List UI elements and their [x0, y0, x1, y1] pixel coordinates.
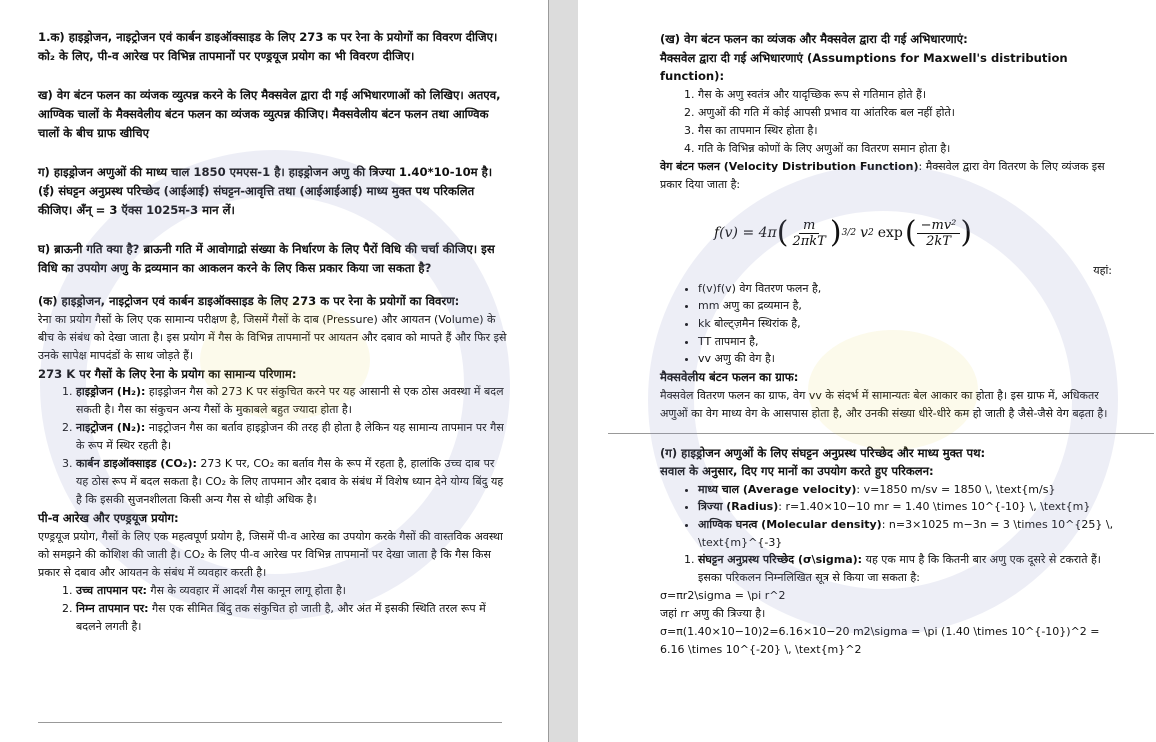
pv-paragraph: एण्ड्रयूज प्रयोग, गैसों के लिए एक महत्वपूर्ण प्रयोग है, जिसमें पी-व आरेख का उपयोग करके गैसों की वास्तविक अवस्था को समझने की कोशिश की जाती है। CO₂ के लिए पी-व आरेख पर विभिन्न तापमानों पर देखा जाता है कि गैस किस प्रकार से दबाव और आयतन के संबंध में व्यवहार करती है। [38, 529, 503, 579]
values-list [660, 481, 1120, 552]
answer-paragraph: रेना का प्रयोग गैसों के लिए एक सामान्य परीक्षण है, जिसमें गैसों के दाब (Pressure) और आयतन (Volume) के बीच के संबंध को देखा जाता है। इस प्रयोग में गैस के विभिन्न तापमानों पर आयतन और दबाव को मापते हैं और फिर इसे उनके सापेक्ष मापदंडों के साथ जोड़ते हैं। [38, 312, 507, 362]
section-heading: (ख) वेग बंटन फलन का व्यंजक और मैक्सवेल द्वारा दी गई अभिधारणाएं: [660, 32, 968, 46]
list-item: 3. गैस का तापमान स्थिर होता है। [698, 122, 1120, 140]
list-item: 1. गैस के अणु स्वतंत्र और यादृच्छिक रूप से गतिमान होते हैं। [698, 86, 1120, 104]
list-item: • mm अणु का द्रव्यमान है, [698, 297, 1120, 315]
maxwell-formula: f(v) = 4π ( $\frac{m}{\text{2πkT}}$ ) 3/2 v 2 exp ( $\frac{\text{−mv²}}{2kT}$ ) [714, 215, 973, 250]
gutter-line-left [548, 0, 549, 742]
question-3: ग) हाइड्रोजन अणुओं की माध्य चाल 1850 एमएस-1 है। हाइड्रोजन अणु की त्रिज्या 1.40*10-10म है। (ई) संघट्टन अनुप्रस्थ परिच्छेद (आईआई) संघट्टन-आवृत्ति तथा (आईआईआई) माध्य मुक्त पथ परिकलित कीजिए। अँन् = 3 ऍक्स 1025म-3 मान लें। [38, 165, 493, 217]
sigma-list [660, 551, 1120, 587]
assumptions-list [660, 86, 1120, 158]
list-item: 1. संघट्टन अनुप्रस्थ परिच्छेद (σ\sigma): यह एक माप है कि कितनी बार अणु एक दूसरे से टकराते हैं। इसका परिकलन निम्नलिखित सूत्र से किया जा सकता है: [698, 551, 1120, 587]
list-item: 3. कार्बन डाइऑक्साइड (CO₂): 273 K पर, CO₂ का बर्ताव गैस के रूप में रहता है, हालांकि उच्च दाब पर यह ठोस रूप में बदल सकता है। CO₂ के लिए तापमान और दबाव के संबंध में विशेष ध्यान देने योग्य बिंदु यह है कि इसकी सुजनशीलता किसी अन्य गैस से थोड़ी अधिक है। [76, 455, 508, 509]
question-4: घ) ब्राऊनी गति क्या है? ब्राऊनी गति में आवोगाद्रो संख्या के निर्धारण के लिए पैरों विधि की चर्चा कीजिए। इस विधि का उपयोग अणु के द्रव्यमान का आकलन करने के लिए किस प्रकार किया जा सकता है? [38, 242, 495, 275]
list-item: 4. गति के विभिन्न कोणों के लिए अणुओं का वितरण समान होता है। [698, 140, 1120, 158]
results-list [38, 383, 508, 509]
variables-list [660, 280, 1120, 369]
right-page [578, 0, 1156, 742]
list-item: • त्रिज्या (Radius): r=1.40×10−10 mr = 1.40 \times 10^{-10} \, \text{m} [698, 498, 1120, 516]
left-page [0, 0, 548, 742]
pv-heading: पी-व आरेख और एण्ड्रयूज प्रयोग: [38, 511, 179, 525]
g-heading-2: सवाल के अनुसार, दिए गए मानों का उपयोग करते हुए परिकलन: [660, 464, 934, 479]
question-2: ख) वेग बंटन फलन का व्यंजक व्युत्पन्न करने के लिए मैक्सवेल द्वारा दी गई अभिधारणाओं को लिखिए। अतएव, आण्विक चालों के मैक्सवेलीय बंटन फलन का व्यंजक व्युत्पन्न कीजिए। मैक्सवेलीय बंटन फलन तथा आण्विक चालों के बीच ग्राफ खीचिए [38, 88, 501, 140]
where-label: यहां: [1093, 263, 1112, 277]
question-1: 1.क) हाइड्रोजन, नाइट्रोजन एवं कार्बन डाइऑक्साइड के लिए 273 क पर रेना के प्रयोगों का विवरण दीजिए। को₂ के लिए, पी-व आरेख पर विभिन्न तापमानों पर एण्ड्रयूज प्रयोग का भी विवरण दीजिए। [38, 30, 498, 63]
list-item: • vv अणु की वेग है। [698, 350, 1120, 368]
sigma-calculation: σ=π(1.40×10−10)2=6.16×10−20 m2\sigma = \pi (1.40 \times 10^{-10})^2 = 6.16 \times 10^{-20} \, \text{m}^2 [660, 625, 1100, 657]
section-divider [608, 433, 1154, 434]
graph-heading: मैक्सवेलीय बंटन फलन का ग्राफ: [660, 370, 799, 385]
g-heading-1: (ग) हाइड्रोजन अणुओं के लिए संघट्टन अनुप्रस्थ परिच्छेद और माध्य मुक्त पथ: [660, 445, 986, 460]
list-item: • आण्विक घनत्व (Molecular density): n=3×1025 m−3n = 3 \times 10^{25} \, \text{m}^{-3} [698, 516, 1120, 551]
assumptions-heading: मैक्सवेल द्वारा दी गई अभिधारणाएं (Assumptions for Maxwell's distribution function): [660, 50, 1068, 83]
graph-paragraph: मैक्सवेल वितरण फलन का ग्राफ, वेग vv के संदर्भ में सामान्यतः बेल आकार का होता है। इस ग्राफ में, अधिकतर अणुओं का वेग माध्य वेग के आसपास होता है, और उनकी संख्या धीरे-धीरे कम हो जाती है जैसे-जैसे वेग बढ़ता है। [660, 388, 1108, 420]
page-divider [38, 722, 502, 723]
list-item: • kk बोल्ट्ज़मैन स्थिरांक है, [698, 315, 1120, 333]
list-item: 1. उच्च तापमान पर: गैस के व्यवहार में आदर्श गैस कानून लागू होता है। [76, 582, 508, 600]
list-item: • f(v)f(v) वेग वितरण फलन है, [698, 280, 1120, 298]
list-item: • TT तापमान है, [698, 333, 1120, 351]
sigma-formula: σ=πr2\sigma = \pi r^2 [660, 589, 786, 603]
radius-note: जहां rr अणु की त्रिज्या है। [660, 607, 766, 621]
list-item: 2. अणुओं की गति में कोई आपसी प्रभाव या आंतरिक बल नहीं होते। [698, 104, 1120, 122]
page-gutter [548, 0, 578, 742]
list-item: 1. हाइड्रोजन (H₂): हाइड्रोजन गैस को 273 K पर संकुचित करने पर यह आसानी से एक ठोस अवस्था में बदल सकती है। गैस का संकुचन अन्य गैसों के मुकाबले बहुत ज्यादा होता है। [76, 383, 508, 419]
list-item: 2. नाइट्रोजन (N₂): नाइट्रोजन गैस का बर्ताव हाइड्रोजन की तरह ही होता है लेकिन यह सामान्य तापमान पर गैस के रूप में स्थिर रहती है। [76, 419, 508, 455]
list-item: • माध्य चाल (Average velocity): v=1850 m/sv = 1850 \, \text{m/s} [698, 481, 1120, 499]
list-item: 2. निम्न तापमान पर: गैस एक सीमित बिंदु तक संकुचित हो जाती है, और अंत में इसकी स्थिति तरल रूप में बदलने लगती है। [76, 600, 508, 636]
pv-list [38, 582, 508, 636]
results-heading: 273 K पर गैसों के लिए रेना के प्रयोग का सामान्य परिणाम: [38, 366, 297, 381]
vdf-paragraph: वेग बंटन फलन (Velocity Distribution Function): मैक्सवेल द्वारा वेग वितरण के लिए व्यंजक इस प्रकार दिया जाता है: [660, 159, 1105, 191]
answer-heading: (क) हाइड्रोजन, नाइट्रोजन एवं कार्बन डाइऑक्साइड के लिए 273 क पर रेना के प्रयोगों का विवरण: [38, 294, 460, 308]
